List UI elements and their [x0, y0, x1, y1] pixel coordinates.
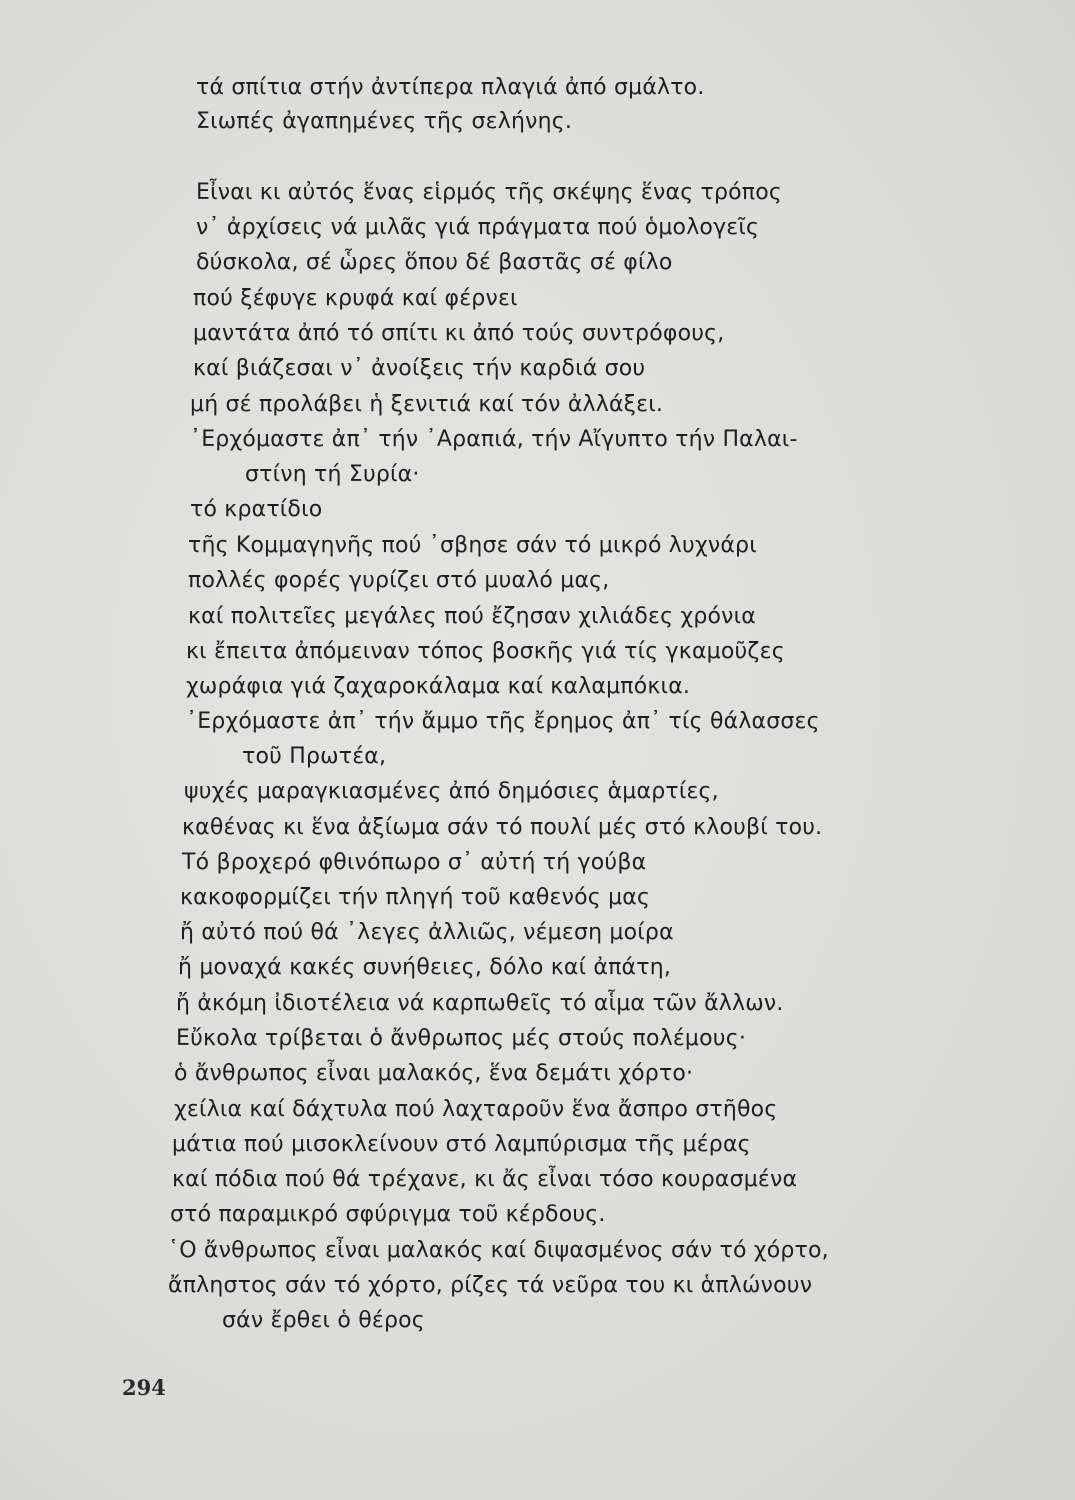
poem-line: καθένας κι ἕνα ἀξίωμα σάν τό πουλί μές στό κλουβί του.: [182, 815, 823, 840]
poem-line: ἤ αὐτό πού θά ᾽λεγες ἀλλιῶς, νέμεση μοίρα: [180, 920, 674, 945]
poem-line: μαντάτα ἀπό τό σπίτι κι ἀπό τούς συντρόφους,: [193, 321, 725, 346]
poem-line: ὁ ἄνθρωπος εἶναι μαλακός, ἕνα δεμάτι χόρτο·: [174, 1061, 694, 1086]
poem-line: τά σπίτια στήν ἀντίπερα πλαγιά ἀπό σμάλτο.: [196, 75, 705, 100]
poem-line: ἤ μοναχά κακές συνήθειες, δόλο καί ἀπάτη,: [178, 955, 672, 980]
poem-line: σάν ἔρθει ὁ θέρος: [222, 1308, 425, 1333]
poem-line: ν᾽ ἀρχίσεις νά μιλᾶς γιά πράγματα πού ὁμολογεῖς: [196, 215, 760, 240]
poem-line: ψυχές μαραγκιασμένες ἀπό δημόσιες ἁμαρτίες,: [184, 779, 719, 804]
poem-line: καί βιάζεσαι ν᾽ ἀνοίξεις τήν καρδιά σου: [193, 356, 646, 381]
poem-line: στό παραμικρό σφύριγμα τοῦ κέρδους.: [170, 1202, 606, 1227]
poem-line: δύσκολα, σέ ὧρες ὅπου δέ βαστᾶς σέ φίλο: [196, 250, 673, 275]
poem-line: στίνη τή Συρία·: [245, 462, 420, 487]
poem-line: ᾽Ερχόμαστε ἀπ᾽ τήν ἄμμο τῆς ἔρημος ἀπ᾽ τίς θάλασσες: [186, 709, 820, 734]
poem-line: Εἶναι κι αὐτός ἕνας εἱρμός τῆς σκέψης ἕνας τρόπος: [196, 180, 783, 205]
poem-line: τό κρατίδιο: [190, 497, 323, 522]
poem-line: ᾽Ερχόμαστε ἀπ᾽ τήν ᾽Αραπιά, τήν Αἴγυπτο τήν Παλαι-: [190, 427, 798, 452]
poem-line: χείλια καί δάχτυλα πού λαχταροῦν ἕνα ἄσπρο στῆθος: [174, 1097, 778, 1122]
poem-line: Σιωπές ἀγαπημένες τῆς σελήνης.: [196, 109, 573, 134]
poem-line: ἤ ἀκόμη ἰδιοτέλεια νά καρπωθεῖς τό αἷμα τῶν ἄλλων.: [176, 991, 784, 1016]
poem-line: μή σέ προλάβει ἡ ξενιτιά καί τόν ἀλλάξει.: [190, 392, 664, 417]
page-number: 294: [122, 1375, 166, 1400]
poem-line: κι ἔπειτα ἀπόμειναν τόπος βοσκῆς γιά τίς γκαμοῦζες: [186, 639, 785, 664]
poem-line: μάτια πού μισοκλείνουν στό λαμπύρισμα τῆς μέρας: [172, 1132, 751, 1157]
poem-line: κακοφορμίζει τήν πληγή τοῦ καθενός μας: [180, 885, 651, 910]
poem-line: τῆς Κομμαγηνῆς πού ᾽σβησε σάν τό μικρό λυχνάρι: [188, 533, 757, 558]
poem-line: καί πολιτεῖες μεγάλες πού ἔζησαν χιλιάδες χρόνια: [188, 604, 756, 629]
poem-line: πού ξέφυγε κρυφά καί φέρνει: [193, 286, 518, 311]
poem-line: χωράφια γιά ζαχαροκάλαμα καί καλαμπόκια.: [186, 674, 691, 699]
poem-line: Εὔκολα τρίβεται ὁ ἄνθρωπος μές στούς πολέμους·: [176, 1026, 747, 1051]
poem-line: ἄπληστος σάν τό χόρτο, ρίζες τά νεῦρα του κι ἁπλώνουν: [168, 1273, 813, 1298]
poem-line: τοῦ Πρωτέα,: [242, 744, 387, 769]
poem-line: πολλές φορές γυρίζει στό μυαλό μας,: [188, 568, 610, 593]
poem-line: καί πόδια πού θά τρέχανε, κι ἄς εἶναι τόσο κουρασμένα: [172, 1167, 798, 1192]
poem-line: Τό βροχερό φθινόπωρο σ᾽ αὐτή τή γούβα: [182, 850, 647, 875]
show-through-shading: [900, 80, 1070, 1320]
poem-line: ῾Ο ἄνθρωπος εἶναι μαλακός καί διψασμένος σάν τό χόρτο,: [168, 1238, 829, 1263]
